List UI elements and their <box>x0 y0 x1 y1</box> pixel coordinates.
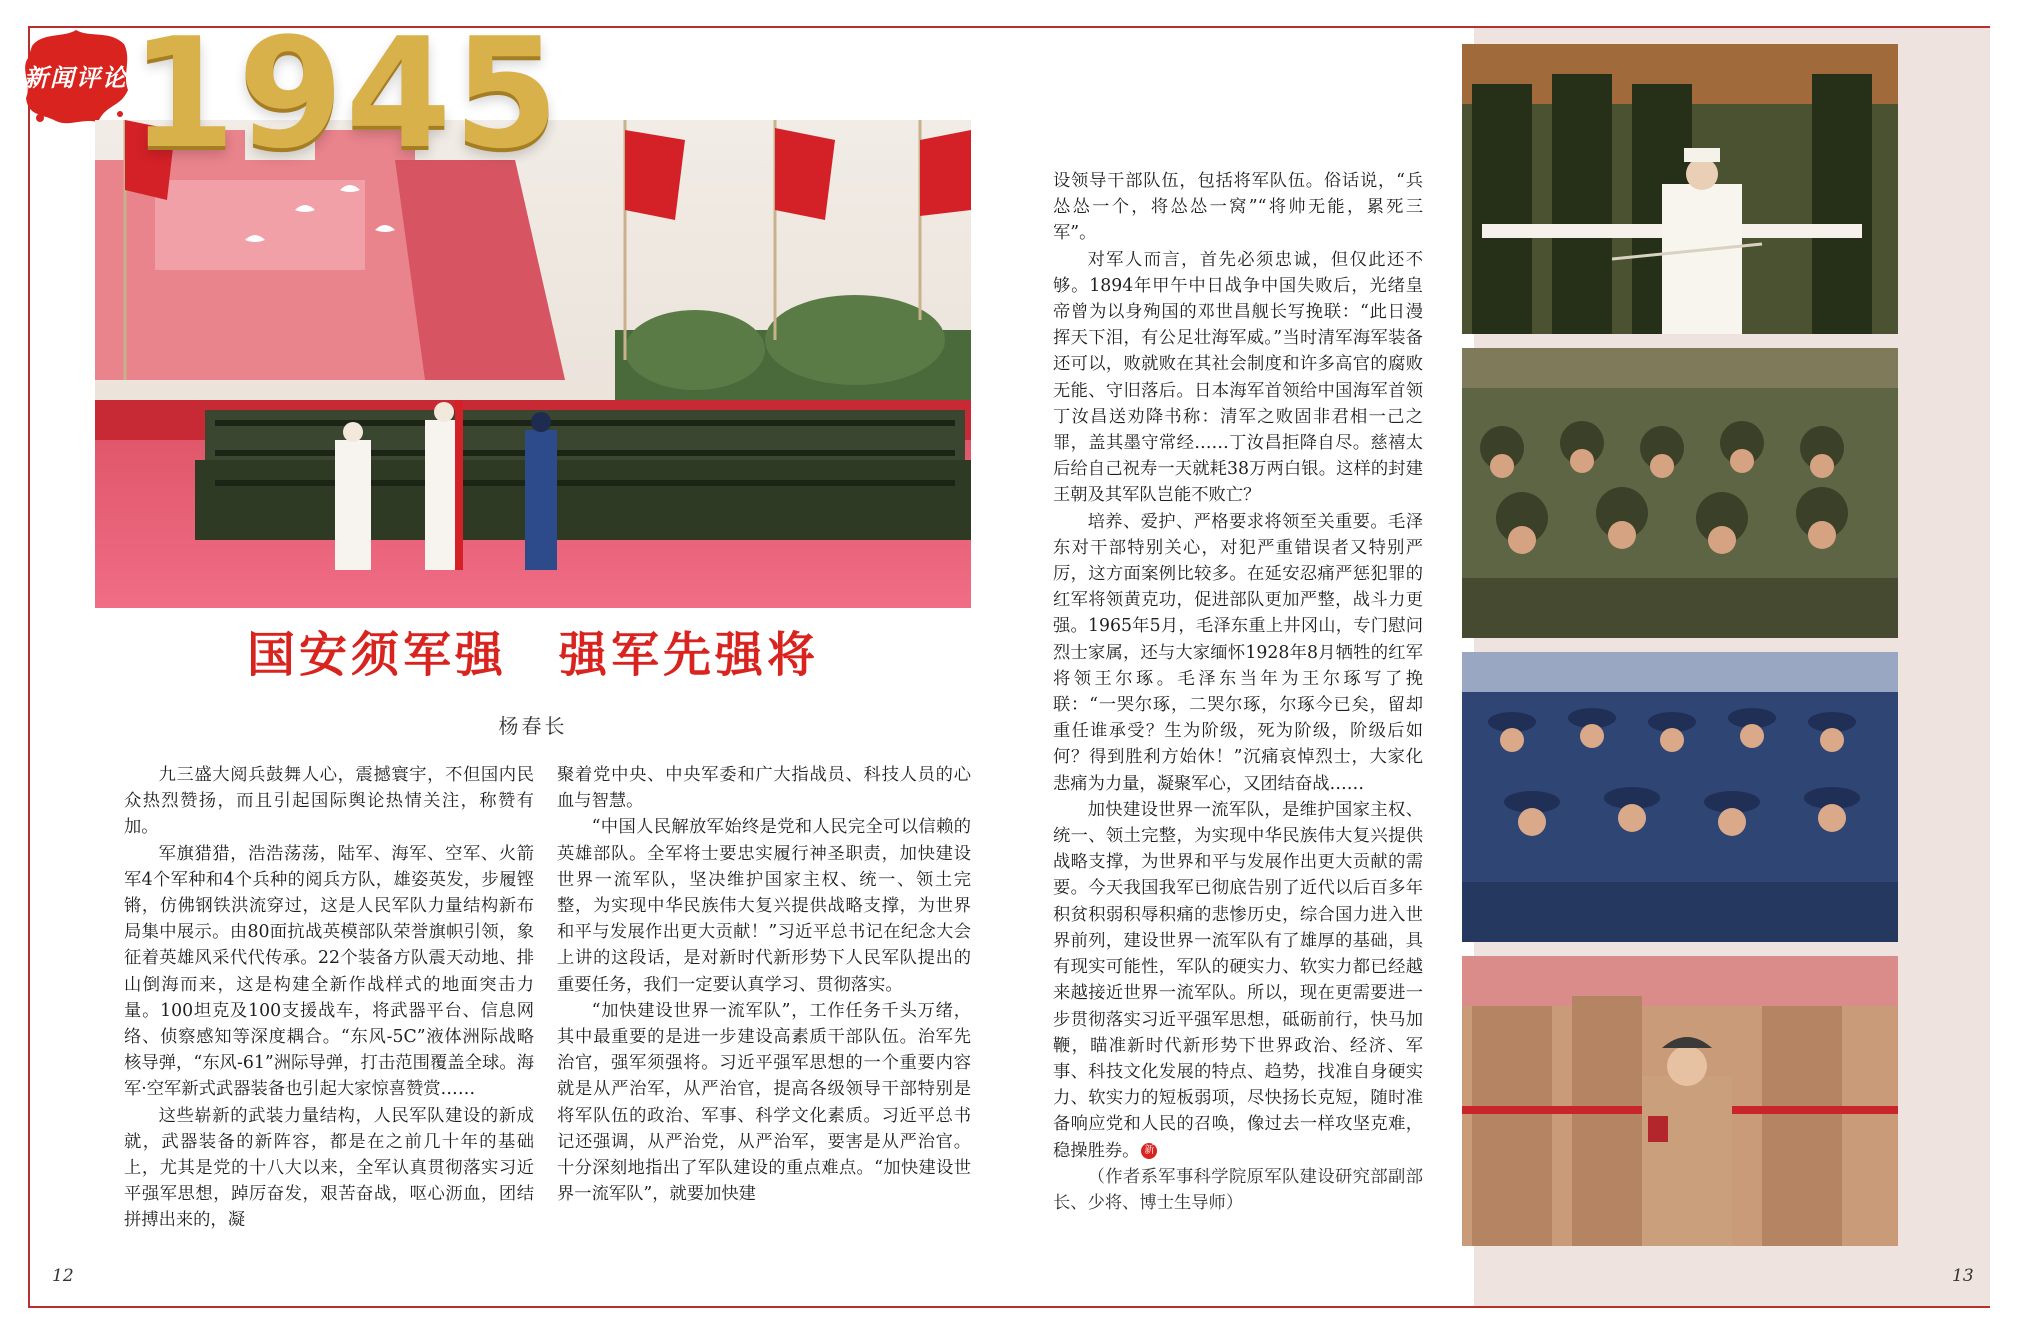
year-1945-title: 1945 <box>130 5 562 182</box>
end-mark-icon: 新 <box>1141 1143 1157 1159</box>
paragraph: 这些崭新的武装力量结构，人民军队建设的新成就，武器装备的新阵容，都是在之前几十年的基础上，尤其是党的十八大以来，全军认真贯彻落实习近平强军思想，踔厉奋发，艰苦奋战，呕心沥血，团结拼搏出来的，凝 <box>124 1105 534 1231</box>
photo-honor-guard <box>1462 44 1898 334</box>
paragraph: “中国人民解放军始终是党和人民完全可以信赖的英雄部队。全军将士要忠实履行神圣职责，加快建设世界一流军队，坚决维护国家主权、统一、领土完整，为实现中华民族伟大复兴提供战略支撑，为世界和平与发展作出更大贡献！”习近平总书记在纪念大会上讲的这段话，是对新时代新形势下人民军队提出的重要任务，我们一定要认真学习、贯彻落实。 <box>557 817 971 995</box>
paragraph: 九三盛大阅兵鼓舞人心，震撼寰宇，不但国内民众热烈赞扬，而且引起国际舆论热情关注，称赞有加。 <box>124 765 534 838</box>
paragraph: 聚着党中央、中央军委和广大指战员、科技人员的心血与智慧。 <box>557 765 971 812</box>
photo-air-force-formation <box>1462 652 1898 942</box>
text-column-3 <box>1053 168 1423 1216</box>
text-column-1 <box>124 762 534 1234</box>
paragraph: 培养、爱护、严格要求将领至关重要。毛泽东对干部特别关心，对犯严重错误者又特别严厉，这方面案例比较多。在延安忍痛严惩犯罪的红军将领黄克功，促进部队更加严整，战斗力更强。1965年5月，毛泽东重上井冈山，专门慰问烈士家属，还与大家缅怀1928年8月牺牲的红军将领王尔琢。毛泽东当年为王尔琢写了挽联：“一哭尔琢，二哭尔琢，尔琢今已矣，留却重任谁承受？生为阶级，死为阶级，阶级后如何？得到胜利方始休！”沉痛哀悼烈士，大家化悲痛为力量，凝聚军心，又团结奋战…… <box>1053 511 1423 794</box>
text-column-2 <box>557 762 971 1207</box>
paragraph: 军旗猎猎，浩浩荡荡，陆军、海军、空军、火箭军4个军种和4个兵种的阅兵方队，雄姿英发，步履铿锵，仿佛钢铁洪流穿过，这是人民军队力量结构新布局集中展示。由80面抗战英模部队荣誉旗帜引领，象征着英雄风采代代传承。22个装备方队震天动地、排山倒海而来，这是构建全新作战样式的地面突击力量。100坦克及100支援战车，将武器平台、信息网络、侦察感知等深度耦合。“东风-5C”液体洲际战略核导弹，“东风-61”洲际导弹，打击范围覆盖全球。海军·空军新式武器装备也引起大家惊喜赞赏…… <box>124 843 534 1100</box>
photo-army-formation <box>1462 348 1898 638</box>
article-author: 杨春长 <box>498 714 568 738</box>
page-number-right: 13 <box>1952 1266 1974 1286</box>
paragraph: 对军人而言，首先必须忠诚，但仅此还不够。1894年甲午中日战争中国失败后，光绪皇帝曾为以身殉国的邓世昌舰长写挽联：“此日漫挥天下泪，有公足壮海军威。”当时清军海军装备还可以，败就败在其社会制度和许多高官的腐败无能、守旧落后。日本海军首领给中国海军首领丁汝昌送劝降书称：清军之败固非君相一己之罪，盖其墨守常经……丁汝昌拒降自尽。慈禧太后给自己祝寿一天就耗38万两白银。这样的封建王朝及其军队岂能不败亡？ <box>1053 249 1423 506</box>
page-number-left: 12 <box>52 1266 74 1286</box>
brand-seal-text: 新闻评论 <box>24 63 128 92</box>
article-headline: 国安须军强 强军先强将 <box>246 627 819 683</box>
author-note: （作者系军事科学院原军队建设研究部副部长、少将、博士生导师） <box>1053 1166 1423 1213</box>
paragraph: “加快建设世界一流军队”，工作任务千头万绪，其中最重要的是进一步建设高素质干部队伍。治军先治官，强军须强将。习近平强军思想的一个重要内容就是从严治军，从严治官，提高各级领导干部特别是将军队伍的政治、军事、科学文化素质。习近平总书记还强调，从严治党，从严治军，要害是从严治官。十分深刻地指出了军队建设的重点难点。“加快建设世界一流军队”，就要加快建 <box>557 1000 971 1205</box>
brand-seal-logo <box>20 28 132 128</box>
paragraph-text: 加快建设世界一流军队，是维护国家主权、统一、领土完整，为实现中华民族伟大复兴提供战略支撑，为世界和平与发展作出更大贡献的需要。今天我国我军已彻底告别了近代以后百多年积贫积弱积辱积痛的悲惨历史，综合国力进入世界前列，建设世界一流军队有了雄厚的基础，具有现实可能性，军队的硬实力、软实力都已经越来越接近世界一流军队。所以，现在更需要进一步贯彻落实习近平强军思想，砥砺前行，快马加鞭，瞄准新时代新形势下世界政治、经济、军事、科技文化发展的特点、趋势，找准自身硬实力、软实力的短板弱项，尽快扬长克短，随时准备响应党和人民的召唤，像过去一样攻坚克难，稳操胜券。 <box>1053 799 1423 1161</box>
photo-female-soldiers <box>1462 956 1898 1246</box>
paragraph: 设领导干部队伍，包括将军队伍。俗话说，“兵怂怂一个，将怂怂一窝”“将帅无能，累死三军”。 <box>1053 171 1423 244</box>
paragraph <box>1053 797 1423 1164</box>
hero-parade-photo <box>95 120 971 608</box>
